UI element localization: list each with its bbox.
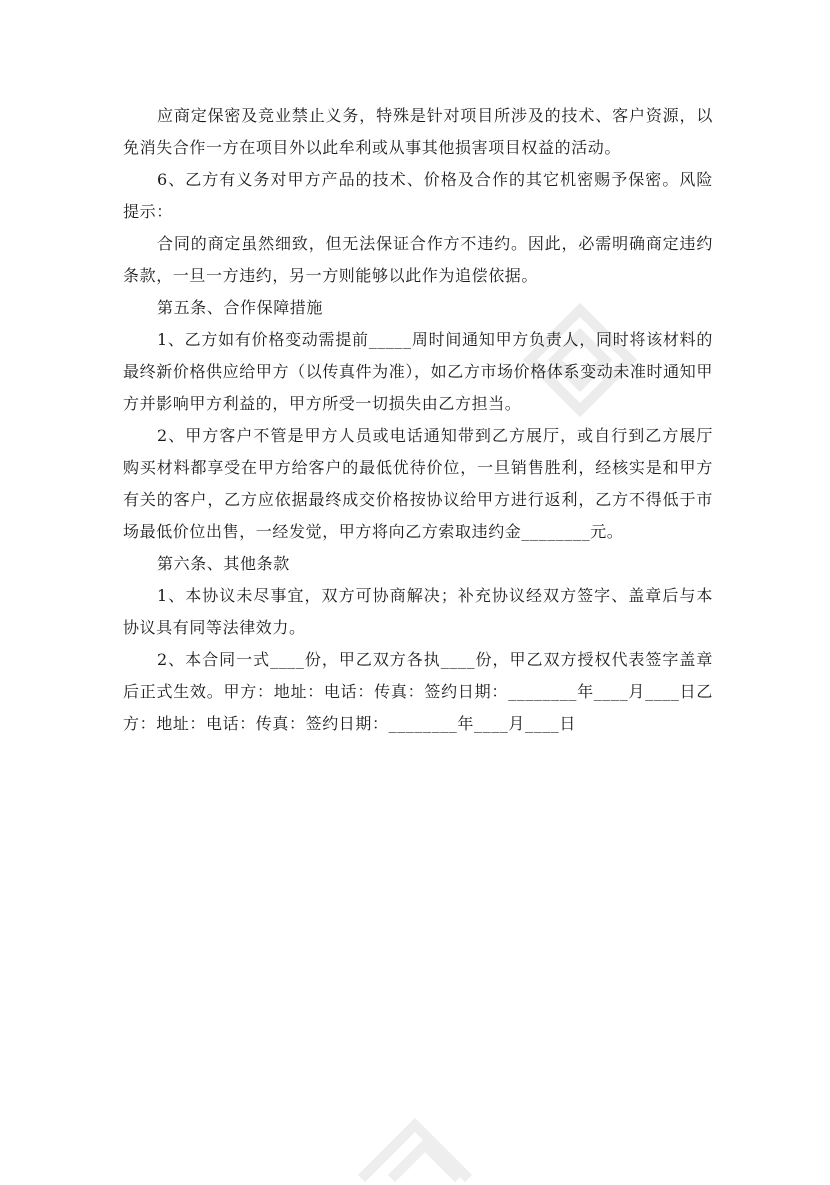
- paragraph-confidentiality: 应商定保密及竞业禁止义务，特殊是针对项目所涉及的技术、客户资源，以免消失合作一方在项目外以此牟利或从事其他损害项目权益的活动。: [123, 106, 713, 157]
- paragraph-article-5-item-2: 2、甲方客户不管是甲方人员或电话通知带到乙方展厅，或自行到乙方展厅购买材料都享受在甲方给客户的最低优待价位，一旦销售胜利，经核实是和甲方有关的客户，乙方应依据最终成交价格按协议给甲方进行返利，乙方不得低于市场最低价位出售，一经发觉，甲方将向乙方索取违约金________元。: [123, 426, 713, 541]
- heading-article-6: 第六条、其他条款: [157, 554, 290, 573]
- paragraph-article-5-item-1: 1、乙方如有价格变动需提前_____周时间通知甲方负责人，同时将该材料的最终新价格供应给甲方（以传真件为准），如乙方市场价格体系变动未准时通知甲方并影响甲方利益的，甲方所受一切损失由乙方担当。: [123, 330, 713, 413]
- paragraph-article-6-item-2: 2、本合同一式____份，甲乙双方各执____份，甲乙双方授权代表签字盖章后正式生效。甲方：地址：电话：传真：签约日期：________年____月____日乙方：地址：电话：传真：签约日期：________年____月____日: [123, 650, 713, 733]
- paragraph-risk-note: 合同的商定虽然细致，但无法保证合作方不违约。因此，必需明确商定违约条款，一旦一方违约，另一方则能够以此作为追偿依据。: [123, 234, 713, 285]
- watermark-mark-bottom: [355, 1095, 495, 1185]
- document-body: [123, 100, 713, 740]
- paragraph-article-6-item-1: 1、本协议未尽事宜，双方可协商解决；补充协议经双方签字、盖章后与本协议具有同等法律效力。: [123, 586, 713, 637]
- heading-article-5: 第五条、合作保障措施: [157, 298, 324, 317]
- paragraph-clause-6: 6、乙方有义务对甲方产品的技术、价格及合作的其它机密赐予保密。风险提示：: [123, 170, 713, 221]
